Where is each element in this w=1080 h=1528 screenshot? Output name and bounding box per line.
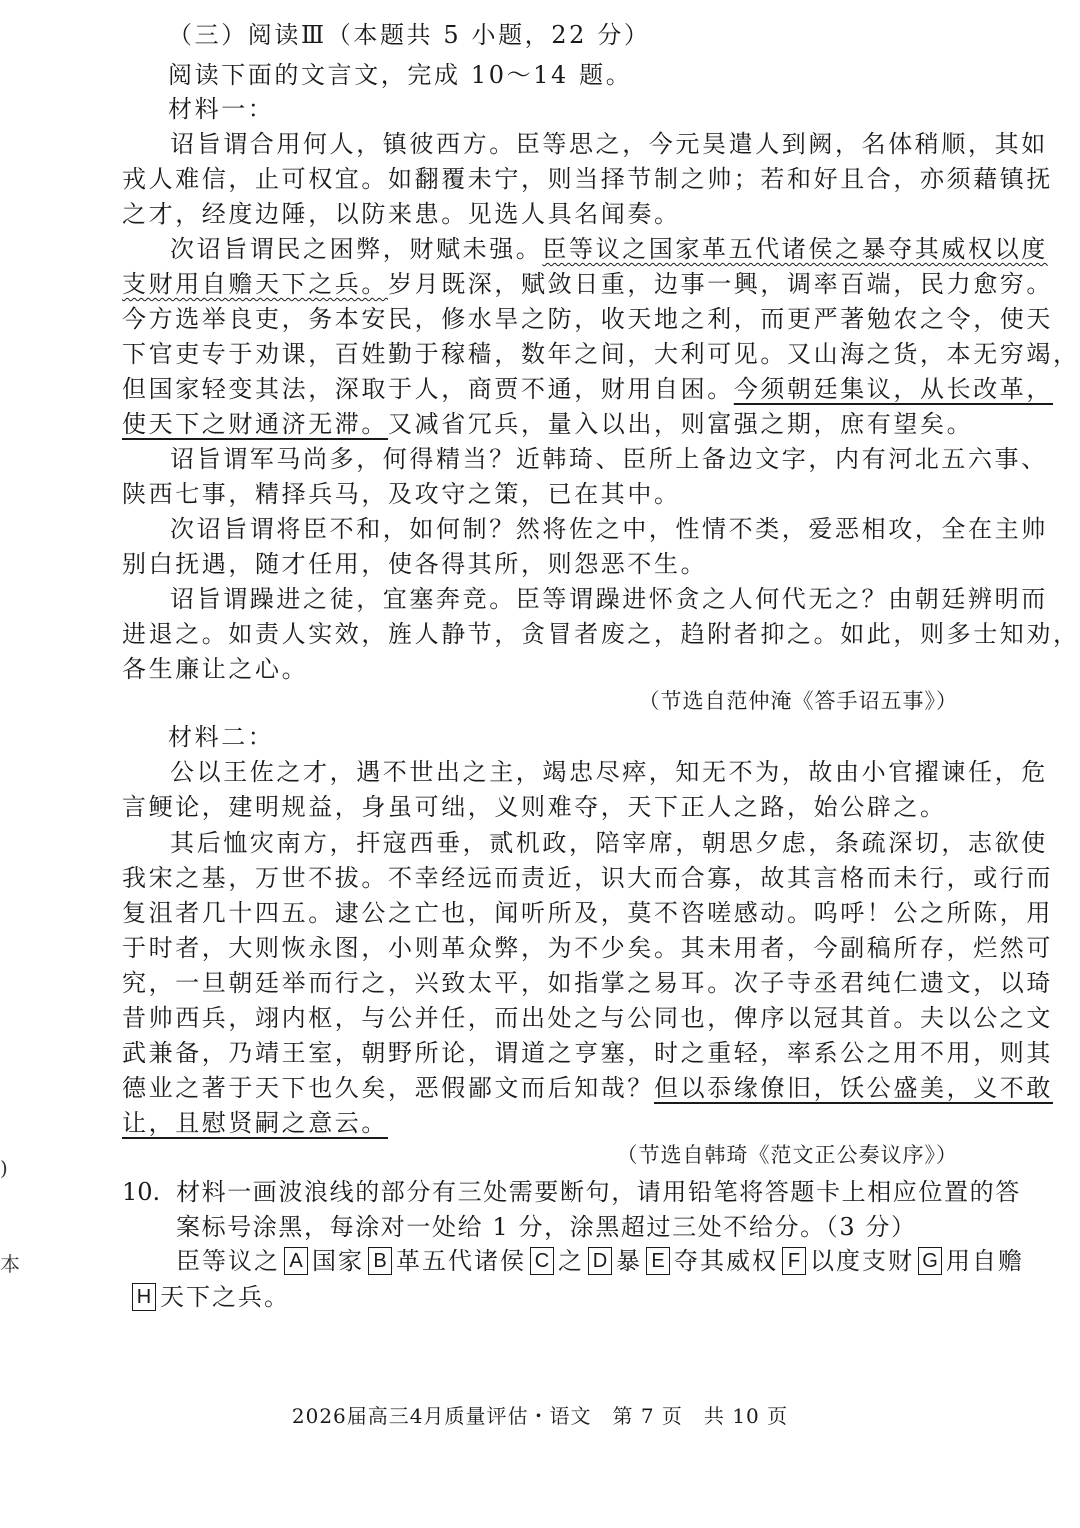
answer-box-e[interactable]: E [646,1247,670,1275]
m1-p2-line1 [170,232,1048,266]
m1-p2-line5-plain: 但国家轻变其法，深取于人，商贾不通，财用自困。 [122,375,734,403]
m2-p2-line: 复沮者几十四五。逮公之亡也，闻听所及，莫不咨嗟感动。呜呼！公之所陈，用 [122,899,1053,927]
m2-p1-line: 公以王佐之才，遇不世出之主，竭忠尽瘁，知无不为，故由小官擢谏任，危 [170,758,1048,786]
margin-mark: ) [0,1156,8,1180]
section-instruction: 阅读下面的文言文，完成 10～14 题。 [168,61,633,89]
segment-text: 国家 [312,1247,364,1275]
answer-box-h[interactable]: H [132,1283,156,1311]
segment-text: 臣等议之 [176,1247,280,1275]
wavy-underlined-text: 支财用自赡天下之兵。 [122,270,388,298]
m1-p5-line: 进退之。如责人实效，旌人静节，贪冒者废之，趋附者抑之。如此，则多士知劝， [122,620,1080,648]
segmentation-row-1 [176,1243,1024,1279]
question-text-line1: 材料一画波浪线的部分有三处需要断句，请用铅笔将答题卡上相应位置的答 [176,1178,1021,1206]
margin-mark: 本 [0,1252,20,1276]
underlined-text: 让，且慰贤嗣之意云。 [122,1109,388,1137]
answer-box-f[interactable]: F [782,1247,806,1275]
m2-p2-end-line [122,1106,388,1140]
segment-text: 天下之兵。 [160,1283,290,1311]
m1-p2-line5 [122,372,1053,406]
question-number: 10. [122,1178,161,1206]
m1-p1-line: 戎人难信，止可权宜。如翻覆未宁，则当择节制之帅；若和好且合，亦须藉镇抚 [122,165,1053,193]
m2-p2-line: 究，一旦朝廷举而行之，兴致太平，如指掌之易耳。次子寺丞君纯仁遗文，以琦 [122,969,1053,997]
m2-p2-last-line [122,1071,1053,1105]
m1-p3-line: 陕西七事，精择兵马，及攻守之策，已在其中。 [122,480,681,508]
answer-box-d[interactable]: D [588,1247,612,1275]
answer-box-a[interactable]: A [284,1247,308,1275]
m1-p2-line2-plain: 岁月既深，赋敛日重，边事一興，调率百端，民力愈穷。 [388,270,1053,298]
m1-p4-line: 别白抚遇，随才任用，使各得其所，则怨恶不生。 [122,550,708,578]
wavy-underlined-text: 臣等议之国家革五代诸侯之暴夺其威权以度 [542,235,1048,263]
m1-p5-line: 诏旨谓躁进之徒，宜塞奔竞。臣等谓躁进怀贪之人何代无之？由朝廷辨明而 [170,585,1048,613]
underlined-text: 使天下之财通济无滞。 [122,410,388,438]
material-one-label: 材料一： [168,95,275,123]
m1-p2-line4: 下官吏专于劝课，百姓勤于稼穑，数年之间，大利可见。又山海之货，本无穷竭， [122,340,1080,368]
answer-box-c[interactable]: C [530,1247,554,1275]
underlined-text: 今须朝廷集议，从长改革， [733,375,1054,403]
material-two-source: （节选自韩琦《范文正公奏议序》） [616,1143,958,1167]
m2-p2-last-plain: 德业之著于天下也久矣，恶假鄙文而后知哉？ [122,1074,654,1102]
m2-p2-line: 于时者，大则恢永图，小则革众弊，为不少矣。其未用者，今副稿所存，烂然可 [122,934,1053,962]
segment-text: 暴 [616,1247,642,1275]
question-text-line2: 案标号涂黑，每涂对一处给 1 分，涂黑超过三处不给分。（3 分） [176,1213,917,1241]
m2-p2-line: 昔帅西兵，翊内枢，与公并任，而出处之与公同也，俾序以冠其首。夫以公之文 [122,1004,1053,1032]
m1-p1-line: 之才，经度边陲，以防来患。见选人具名闻奏。 [122,200,681,228]
segment-text: 革五代诸侯 [396,1247,526,1275]
m2-p2-line: 武兼备，乃靖王室，朝野所论，谓道之亨塞，时之重轻，率系公之用不用，则其 [122,1039,1053,1067]
section-heading: （三）阅读Ⅲ（本题共 5 小题，22 分） [168,21,651,49]
m1-p2-line1-plain: 次诏旨谓民之困弊，财赋未强。 [170,235,543,263]
m2-p2-line: 我宋之基，万世不拔。不幸经远而责近，识大而合寡，故其言格而未行，或行而 [122,864,1053,892]
m1-p3-line: 诏旨谓军马尚多，何得精当？近韩琦、臣所上备边文字，内有河北五六事、 [170,445,1048,473]
m1-p1-line: 诏旨谓合用何人，镇彼西方。臣等思之，今元昊遣人到阙，名体稍顺，其如 [170,130,1048,158]
m1-p2-line3: 今方选举良吏，务本安民，修水旱之防，收天地之利，而更严著勉农之令，使天 [122,305,1053,333]
material-one-source: （节选自范仲淹《答手诏五事》） [638,689,958,713]
segment-text: 之 [558,1247,584,1275]
m1-p2-line2 [122,267,1053,301]
segmentation-row-2 [128,1279,290,1315]
segment-text: 夺其威权 [674,1247,778,1275]
answer-box-b[interactable]: B [368,1247,392,1275]
m2-p1-line: 言鲠论，建明规益，身虽可绌，义则难夺，天下正人之路，始公辟之。 [122,793,947,821]
m1-p5-line: 各生廉让之心。 [122,655,309,683]
segment-text: 用自赡 [946,1247,1024,1275]
page-footer: 2026届高三4月质量评估・语文 第 7 页 共 10 页 [291,1404,789,1428]
underlined-text: 但以忝缘僚旧，饫公盛美，义不敢 [654,1074,1053,1102]
m2-p2-line: 其后恤灾南方，扞寇西垂，贰机政，陪宰席，朝思夕虑，条疏深切，志欲使 [170,829,1048,857]
m1-p4-line: 次诏旨谓将臣不和，如何制？然将佐之中，性情不类，爱恶相攻，全在主帅 [170,515,1048,543]
material-two-label: 材料二： [168,723,275,751]
m1-p2-line6 [122,407,973,441]
answer-box-g[interactable]: G [918,1247,942,1275]
m1-p2-line6-plain: 又减省冗兵，量入以出，则富强之期，庶有望矣。 [388,410,974,438]
segment-text: 以度支财 [810,1247,914,1275]
